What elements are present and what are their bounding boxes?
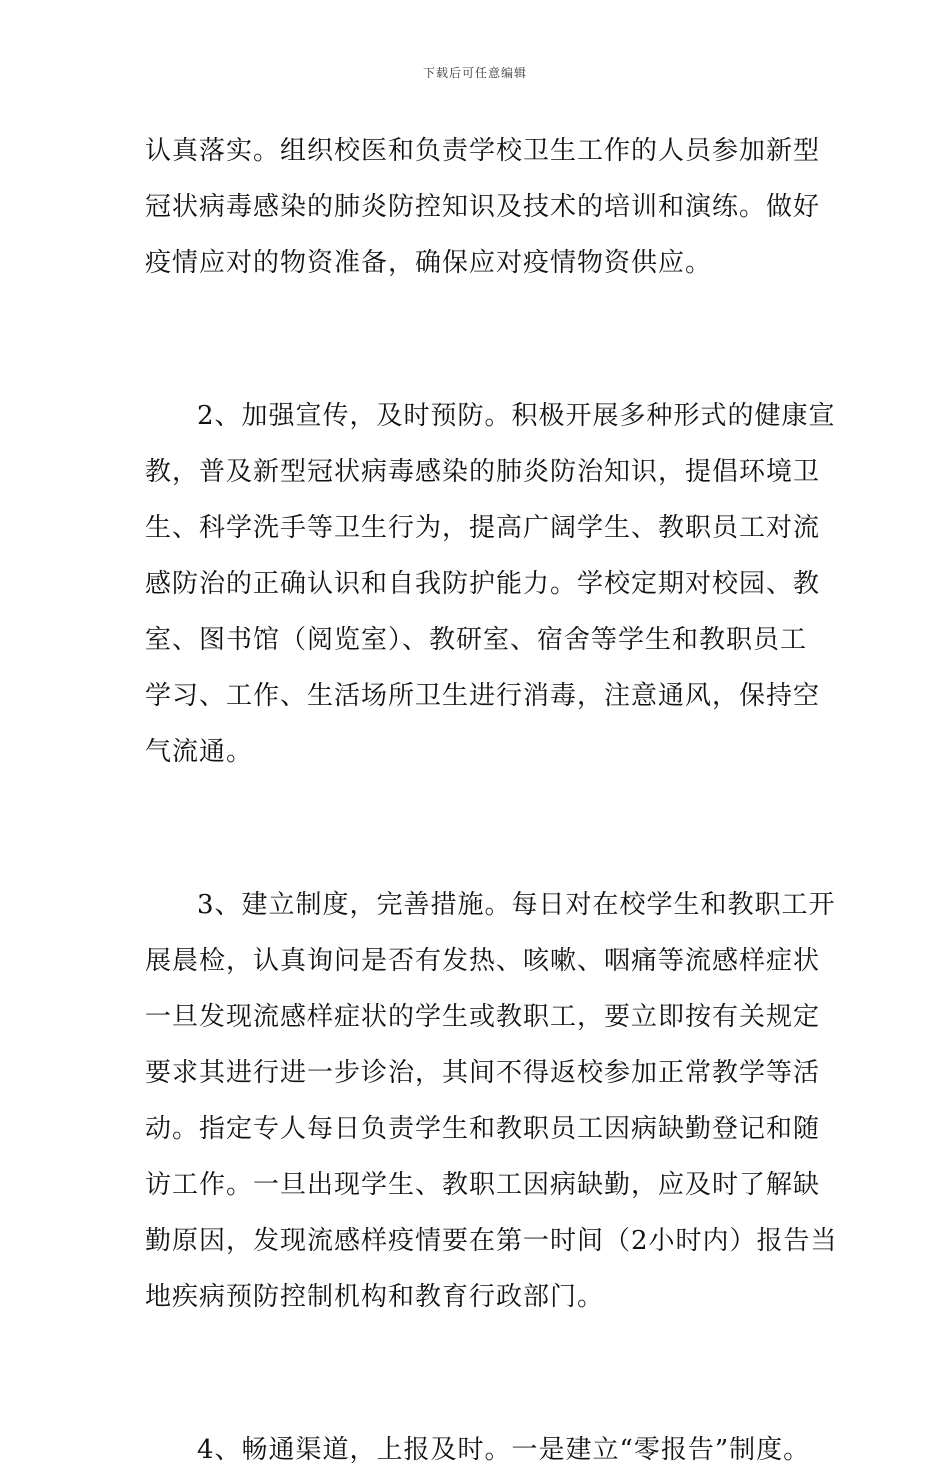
text-line: 气流通。 bbox=[145, 737, 254, 767]
text-line: 冠状病毒感染的肺炎防控知识及技术的培训和演练。做好 bbox=[145, 192, 821, 222]
paragraph-spacer bbox=[145, 780, 810, 877]
document-body bbox=[145, 123, 838, 1478]
page-header: 下载后可任意编辑 bbox=[422, 66, 527, 80]
paragraph bbox=[145, 1422, 810, 1478]
text-line: 疫情应对的物资准备，确保应对疫情物资供应。 bbox=[145, 248, 713, 278]
text-line: 认真落实。组织校医和负责学校卫生工作的人员参加新型 bbox=[145, 136, 821, 166]
paragraph bbox=[145, 388, 836, 780]
paragraph-spacer bbox=[145, 291, 810, 388]
text-line: 地疾病预防控制机构和教育行政部门。 bbox=[145, 1282, 605, 1312]
text-line: 动。指定专人每日负责学生和教职员工因病缺勤登记和随 bbox=[145, 1114, 821, 1144]
paragraph-spacer bbox=[145, 1325, 810, 1422]
text-line: 3、建立制度，完善措施。每日对在校学生和教职工开 bbox=[197, 890, 836, 920]
text-line: 室、图书馆（阅览室）、教研室、宿舍等学生和教职员工 bbox=[145, 625, 808, 655]
text-line: 学习、工作、生活场所卫生进行消毒，注意通风，保持空 bbox=[145, 681, 821, 711]
paragraph bbox=[145, 123, 821, 291]
text-line: 感防治的正确认识和自我防护能力。学校定期对校园、教 bbox=[145, 569, 821, 599]
text-line: 访工作。一旦出现学生、教职工因病缺勤，应及时了解缺 bbox=[145, 1170, 821, 1200]
text-line: 教，普及新型冠状病毒感染的肺炎防治知识，提倡环境卫 bbox=[145, 457, 821, 487]
text-line: 要求其进行进一步诊治，其间不得返校参加正常教学等活 bbox=[145, 1058, 821, 1088]
text-line: 生、科学洗手等卫生行为，提高广阔学生、教职员工对流 bbox=[145, 513, 821, 543]
text-line: 勤原因，发现流感样疫情要在第一时间（2小时内）报告当 bbox=[145, 1226, 838, 1256]
paragraph bbox=[145, 877, 838, 1325]
text-line: 一旦发现流感样症状的学生或教职工，要立即按有关规定 bbox=[145, 1002, 821, 1032]
text-line: 4、畅通渠道，上报及时。一是建立“零报告”制度。 bbox=[197, 1435, 811, 1465]
text-line: 展晨检，认真询问是否有发热、咳嗽、咽痛等流感样症状 bbox=[145, 946, 821, 976]
text-line: 2、加强宣传，及时预防。积极开展多种形式的健康宣 bbox=[197, 401, 836, 431]
